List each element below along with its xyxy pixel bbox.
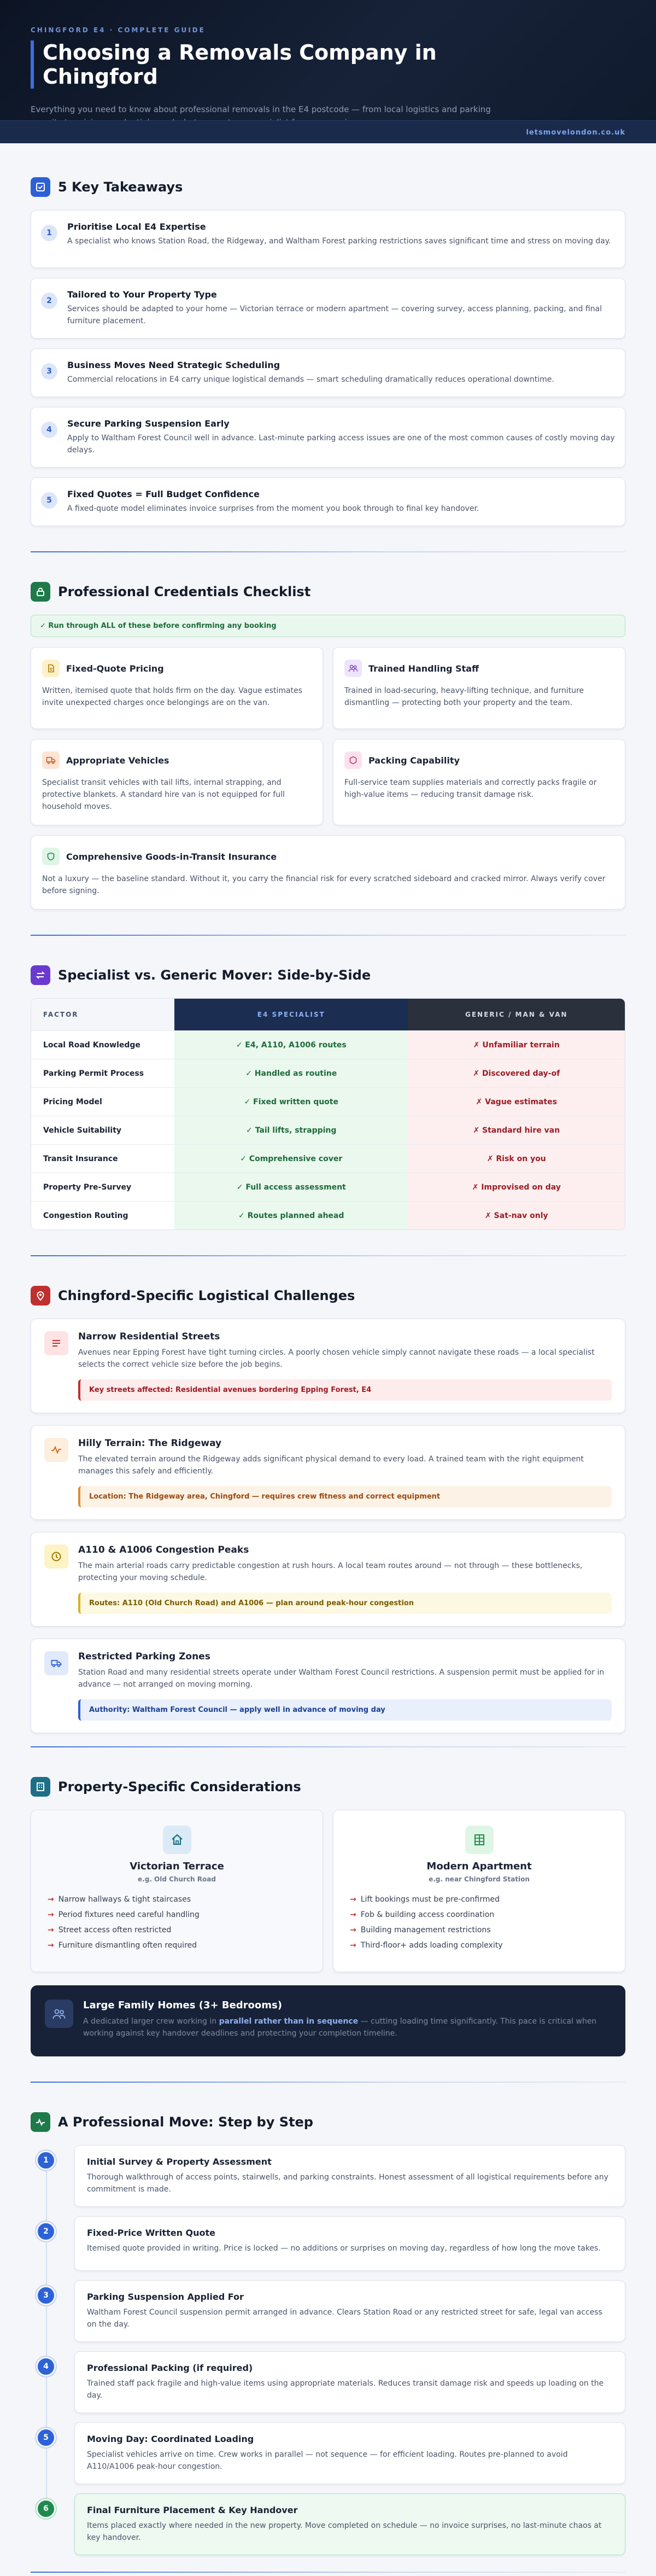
lock-icon xyxy=(31,582,50,602)
credential-card xyxy=(31,647,323,729)
specialist-cell: ✓ E4, A110, A1006 routes xyxy=(174,1030,408,1059)
arrow-icon: → xyxy=(350,1895,356,1904)
step-item xyxy=(31,2422,625,2484)
arrow-icon: → xyxy=(350,1926,356,1934)
table-row xyxy=(31,1116,625,1144)
factor-cell: Property Pre-Survey xyxy=(31,1173,174,1201)
generic-cell: ✗ Unfamiliar terrain xyxy=(408,1030,625,1059)
challenge-title: Restricted Parking Zones xyxy=(78,1651,210,1662)
step-title: Professional Packing (if required) xyxy=(87,2363,253,2373)
generic-cell: ✗ Standard hire van xyxy=(408,1116,625,1144)
step-text: Waltham Forest Council suspension permit arranged in advance. Clears Station Road or any restricted street for safe, legal van access on the day. xyxy=(87,2308,602,2329)
challenge-text: The elevated terrain around the Ridgeway adds significant physical demand to every load. A trained team with the right equipment manages this safely and efficiently. xyxy=(78,1455,584,1476)
property-list xyxy=(48,1895,306,1950)
steps-timeline xyxy=(31,2145,625,2555)
step-item-final xyxy=(31,2493,625,2555)
site-bar xyxy=(0,120,656,143)
step-number: 1 xyxy=(36,2150,56,2170)
takeaway-item xyxy=(31,477,625,526)
challenge-card xyxy=(31,1319,625,1413)
table-row xyxy=(31,1059,625,1087)
step-item xyxy=(31,2351,625,2413)
step-number: 4 xyxy=(36,2357,56,2376)
credential-text: Written, itemised quote that holds firm on the day. Vague estimates invite unexpected charges once belongings are on the van. xyxy=(42,686,302,707)
main-content xyxy=(0,143,656,2576)
challenges-heading xyxy=(31,1286,625,1306)
takeaway-number: 1 xyxy=(41,225,57,241)
challenge-text: Avenues near Epping Forest have tight turning circles. A poorly chosen vehicle simply cannot navigate these roads — a local specialist selects the correct vehicle size before the job begins. xyxy=(78,1348,595,1369)
apartment-icon xyxy=(465,1826,494,1854)
family-text: A dedicated larger crew working in parallel rather than in sequence — cutting loading time significantly. This pace is critical when working against key handover deadlines and protecting your completion timeline. xyxy=(83,2017,597,2038)
credential-title: Packing Capability xyxy=(368,755,460,766)
list-item: → Narrow hallways & tight staircases xyxy=(48,1895,191,1904)
takeaway-text: A specialist who knows Station Road, the Ridgeway, and Waltham Forest parking restrictions saves significant time and stress on moving day. xyxy=(67,237,611,246)
step-title: Parking Suspension Applied For xyxy=(87,2292,244,2302)
page-title: Choosing a Removals Company in Chingford xyxy=(43,40,437,89)
step-text: Thorough walkthrough of access points, stairwells, and parking constraints. Honest assessment of all logistical requirements before any commitment is made. xyxy=(87,2173,608,2194)
table-row xyxy=(31,1030,625,1059)
property-section xyxy=(31,1747,625,2083)
list-item: → Building management restrictions xyxy=(350,1926,491,1934)
generic-cell: ✗ Sat-nav only xyxy=(408,1201,625,1229)
step-title: Initial Survey & Property Assessment xyxy=(87,2157,272,2167)
factor-cell: Congestion Routing xyxy=(31,1201,174,1229)
comparison-heading xyxy=(31,965,625,985)
specialist-cell: ✓ Full access assessment xyxy=(174,1173,408,1201)
takeaway-text: Apply to Waltham Forest Council well in advance. Last-minute parking access issues are one of the most common causes of costly moving day delays. xyxy=(67,434,615,454)
table-row xyxy=(31,1087,625,1116)
hero-header xyxy=(0,0,656,143)
challenges-section xyxy=(31,1256,625,1747)
comparison-table xyxy=(31,998,625,1230)
challenge-card xyxy=(31,1425,625,1520)
credential-card xyxy=(31,739,323,825)
activity-icon xyxy=(31,2112,50,2132)
steps-title: A Professional Move: Step by Step xyxy=(58,2114,313,2130)
comparison-title: Specialist vs. Generic Mover: Side-by-Side xyxy=(58,968,371,983)
takeaway-number: 2 xyxy=(41,293,57,309)
takeaway-text: Commercial relocations in E4 carry unique logistical demands — smart scheduling dramatically reduces operational downtime. xyxy=(67,375,554,384)
takeaways-section xyxy=(31,143,625,552)
arrow-icon: → xyxy=(48,1910,54,1919)
list-item: → Period fixtures need careful handling xyxy=(48,1910,200,1919)
parking-van-icon xyxy=(44,1651,68,1675)
credential-title: Fixed-Quote Pricing xyxy=(66,663,164,674)
compare-icon xyxy=(31,965,50,985)
factor-cell: Transit Insurance xyxy=(31,1144,174,1173)
table-row xyxy=(31,1173,625,1201)
challenge-card xyxy=(31,1532,625,1627)
list-item: → Street access often restricted xyxy=(48,1926,172,1934)
step-title: Fixed-Price Written Quote xyxy=(87,2228,216,2238)
table-row xyxy=(31,1144,625,1173)
challenge-text: The main arterial roads carry predictable congestion at rush hours. A local team routes around — not through — these bottlenecks, protecting your moving schedule. xyxy=(78,1561,583,1582)
property-type-title: Modern Apartment xyxy=(426,1861,532,1872)
takeaway-item xyxy=(31,278,625,339)
header-generic: GENERIC / MAN & VAN xyxy=(408,999,625,1030)
credential-title: Trained Handling Staff xyxy=(368,663,479,674)
list-item: → Furniture dismantling often required xyxy=(48,1941,197,1950)
step-text: Items placed exactly where needed in the new property. Move completed on schedule — no invoice surprises, no last-minute chaos at key handover. xyxy=(87,2521,602,2542)
steps-section xyxy=(31,2083,625,2573)
factor-cell: Local Road Knowledge xyxy=(31,1030,174,1059)
property-list xyxy=(350,1895,608,1950)
family-callout xyxy=(31,1985,625,2056)
takeaway-number: 5 xyxy=(41,492,57,509)
challenge-note: Location: The Ridgeway area, Chingford — requires crew fitness and correct equipment xyxy=(78,1486,612,1507)
family-icon xyxy=(45,2000,73,2028)
challenge-card xyxy=(31,1639,625,1733)
steps-heading xyxy=(31,2112,625,2132)
property-type-example: e.g. Old Church Road xyxy=(138,1875,216,1883)
takeaway-number: 3 xyxy=(41,363,57,380)
generic-cell: ✗ Improvised on day xyxy=(408,1173,625,1201)
header-factor: FACTOR xyxy=(31,999,174,1030)
challenge-note: Key streets affected: Residential avenues bordering Epping Forest, E4 xyxy=(78,1379,612,1401)
credential-text: Trained in load-securing, heavy-lifting technique, and furniture dismantling — protecting both your property and the team. xyxy=(344,686,584,707)
credentials-section xyxy=(31,552,625,936)
takeaway-title: Fixed Quotes = Full Budget Confidence xyxy=(67,489,260,499)
terrain-icon xyxy=(44,1438,68,1462)
building-icon xyxy=(31,1777,50,1797)
property-grid xyxy=(31,1810,625,1972)
arrow-icon: → xyxy=(350,1941,356,1950)
takeaway-title: Secure Parking Suspension Early xyxy=(67,418,230,429)
challenge-text: Station Road and many residential streets operate under Waltham Forest Council restrictions. A suspension permit must be applied for in advance — not arranged on moving morning. xyxy=(78,1668,605,1689)
step-title: Moving Day: Coordinated Loading xyxy=(87,2434,254,2444)
team-icon xyxy=(344,660,362,677)
credentials-heading xyxy=(31,582,625,602)
table-header-row xyxy=(31,999,625,1030)
takeaways-title: 5 Key Takeaways xyxy=(58,179,183,195)
list-item: → Third-floor+ adds loading complexity xyxy=(350,1941,503,1950)
factor-cell: Vehicle Suitability xyxy=(31,1116,174,1144)
challenge-title: Narrow Residential Streets xyxy=(78,1331,220,1342)
specialist-cell: ✓ Handled as routine xyxy=(174,1059,408,1087)
challenge-title: A110 & A1006 Congestion Peaks xyxy=(78,1545,249,1555)
takeaway-title: Tailored to Your Property Type xyxy=(67,289,217,300)
step-text: Trained staff pack fragile and high-value items using appropriate materials. Reduces transit damage risk and speeds up loading on the day. xyxy=(87,2379,604,2400)
generic-cell: ✗ Discovered day-of xyxy=(408,1059,625,1087)
house-icon xyxy=(163,1826,191,1854)
specialist-cell: ✓ Tail lifts, strapping xyxy=(174,1116,408,1144)
property-title: Property-Specific Considerations xyxy=(58,1779,301,1794)
takeaway-text: A fixed-quote model eliminates invoice surprises from the moment you book through to final key handover. xyxy=(67,504,479,513)
credential-title: Appropriate Vehicles xyxy=(66,755,169,766)
shield-icon xyxy=(42,848,60,865)
step-text: Specialist vehicles arrive on time. Crew works in parallel — not sequence — for efficient loading. Routes pre-planned to avoid A110/A1006 peak-hour congestion. xyxy=(87,2450,568,2471)
credentials-banner: ✓ Run through ALL of these before confirming any booking xyxy=(31,615,625,637)
hero-eyebrow: CHINGFORD E4 · COMPLETE GUIDE xyxy=(31,26,206,34)
next-section-start xyxy=(31,2573,625,2576)
property-type-example: e.g. near Chingford Station xyxy=(429,1875,530,1883)
clock-icon xyxy=(44,1545,68,1569)
site-link[interactable]: letsmovelondon.co.uk xyxy=(526,129,625,137)
street-icon xyxy=(44,1331,68,1355)
takeaway-item xyxy=(31,348,625,397)
takeaway-item xyxy=(31,210,625,268)
challenge-note: Routes: A110 (Old Church Road) and A1006 — plan around peak-hour congestion xyxy=(78,1593,612,1614)
property-card-victorian xyxy=(31,1810,323,1972)
table-row xyxy=(31,1201,625,1229)
step-item xyxy=(31,2145,625,2207)
credential-text: Specialist transit vehicles with tail lifts, internal strapping, and protective blankets. A standard hire van is not equipped for full household moves. xyxy=(42,778,285,811)
checklist-icon xyxy=(31,177,50,197)
takeaway-item xyxy=(31,407,625,468)
property-type-title: Victorian Terrace xyxy=(130,1861,224,1872)
document-icon xyxy=(42,660,60,677)
factor-cell: Pricing Model xyxy=(31,1087,174,1116)
list-item: → Fob & building access coordination xyxy=(350,1910,495,1919)
takeaway-title: Business Moves Need Strategic Scheduling xyxy=(67,360,280,370)
credential-text: Full-service team supplies materials and correctly packs fragile or high-value items — reducing transit damage risk. xyxy=(344,778,597,799)
credential-title: Comprehensive Goods-in-Transit Insurance xyxy=(66,851,277,862)
header-specialist: E4 SPECIALIST xyxy=(174,999,408,1030)
property-heading xyxy=(31,1777,625,1797)
title-accent-bar xyxy=(31,40,625,89)
challenge-title: Hilly Terrain: The Ridgeway xyxy=(78,1438,222,1449)
step-number: 5 xyxy=(36,2428,56,2447)
step-item xyxy=(31,2280,625,2342)
specialist-cell: ✓ Routes planned ahead xyxy=(174,1201,408,1229)
credential-card xyxy=(333,739,625,825)
credential-card xyxy=(333,647,625,729)
hero-intro: Everything you need to know about professional removals in the E4 postcode — from local logistics and parking xyxy=(31,104,491,114)
credential-card xyxy=(31,835,625,910)
arrow-icon: → xyxy=(350,1910,356,1919)
truck-icon xyxy=(42,751,60,769)
generic-cell: ✗ Risk on you xyxy=(408,1144,625,1173)
arrow-icon: → xyxy=(48,1895,54,1904)
step-number: 3 xyxy=(36,2286,56,2305)
takeaway-number: 4 xyxy=(41,422,57,438)
list-item: → Lift bookings must be pre-confirmed xyxy=(350,1895,500,1904)
step-text: Itemised quote provided in writing. Price is locked — no additions or surprises on moving day, regardless of how long the move takes. xyxy=(87,2244,601,2253)
box-icon xyxy=(344,751,362,769)
specialist-cell: ✓ Fixed written quote xyxy=(174,1087,408,1116)
takeaway-text: Services should be adapted to your home — Victorian terrace or modern apartment — covering survey, access planning, packing, and final furniture placement. xyxy=(67,305,602,325)
arrow-icon: → xyxy=(48,1941,54,1950)
takeaway-title: Prioritise Local E4 Expertise xyxy=(67,222,206,232)
step-number: 2 xyxy=(36,2222,56,2241)
step-item xyxy=(31,2216,625,2271)
credential-text: Not a luxury — the baseline standard. Without it, you carry the financial risk for every scratched sideboard and cracked mirror. Always verify cover before signing. xyxy=(42,875,606,895)
step-number: 6 xyxy=(36,2499,56,2519)
step-title: Final Furniture Placement & Key Handover xyxy=(87,2505,298,2515)
credentials-title: Professional Credentials Checklist xyxy=(58,584,311,599)
arrow-icon: → xyxy=(48,1926,54,1934)
challenges-title: Chingford-Specific Logistical Challenges xyxy=(58,1288,355,1303)
factor-cell: Parking Permit Process xyxy=(31,1059,174,1087)
comparison-section xyxy=(31,936,625,1256)
map-pin-icon xyxy=(31,1286,50,1306)
credentials-grid xyxy=(31,647,625,910)
specialist-cell: ✓ Comprehensive cover xyxy=(174,1144,408,1173)
property-card-apartment xyxy=(333,1810,625,1972)
family-title: Large Family Homes (3+ Bedrooms) xyxy=(83,2000,282,2011)
generic-cell: ✗ Vague estimates xyxy=(408,1087,625,1116)
challenge-note: Authority: Waltham Forest Council — apply well in advance of moving day xyxy=(78,1699,612,1721)
takeaways-heading xyxy=(31,177,625,197)
